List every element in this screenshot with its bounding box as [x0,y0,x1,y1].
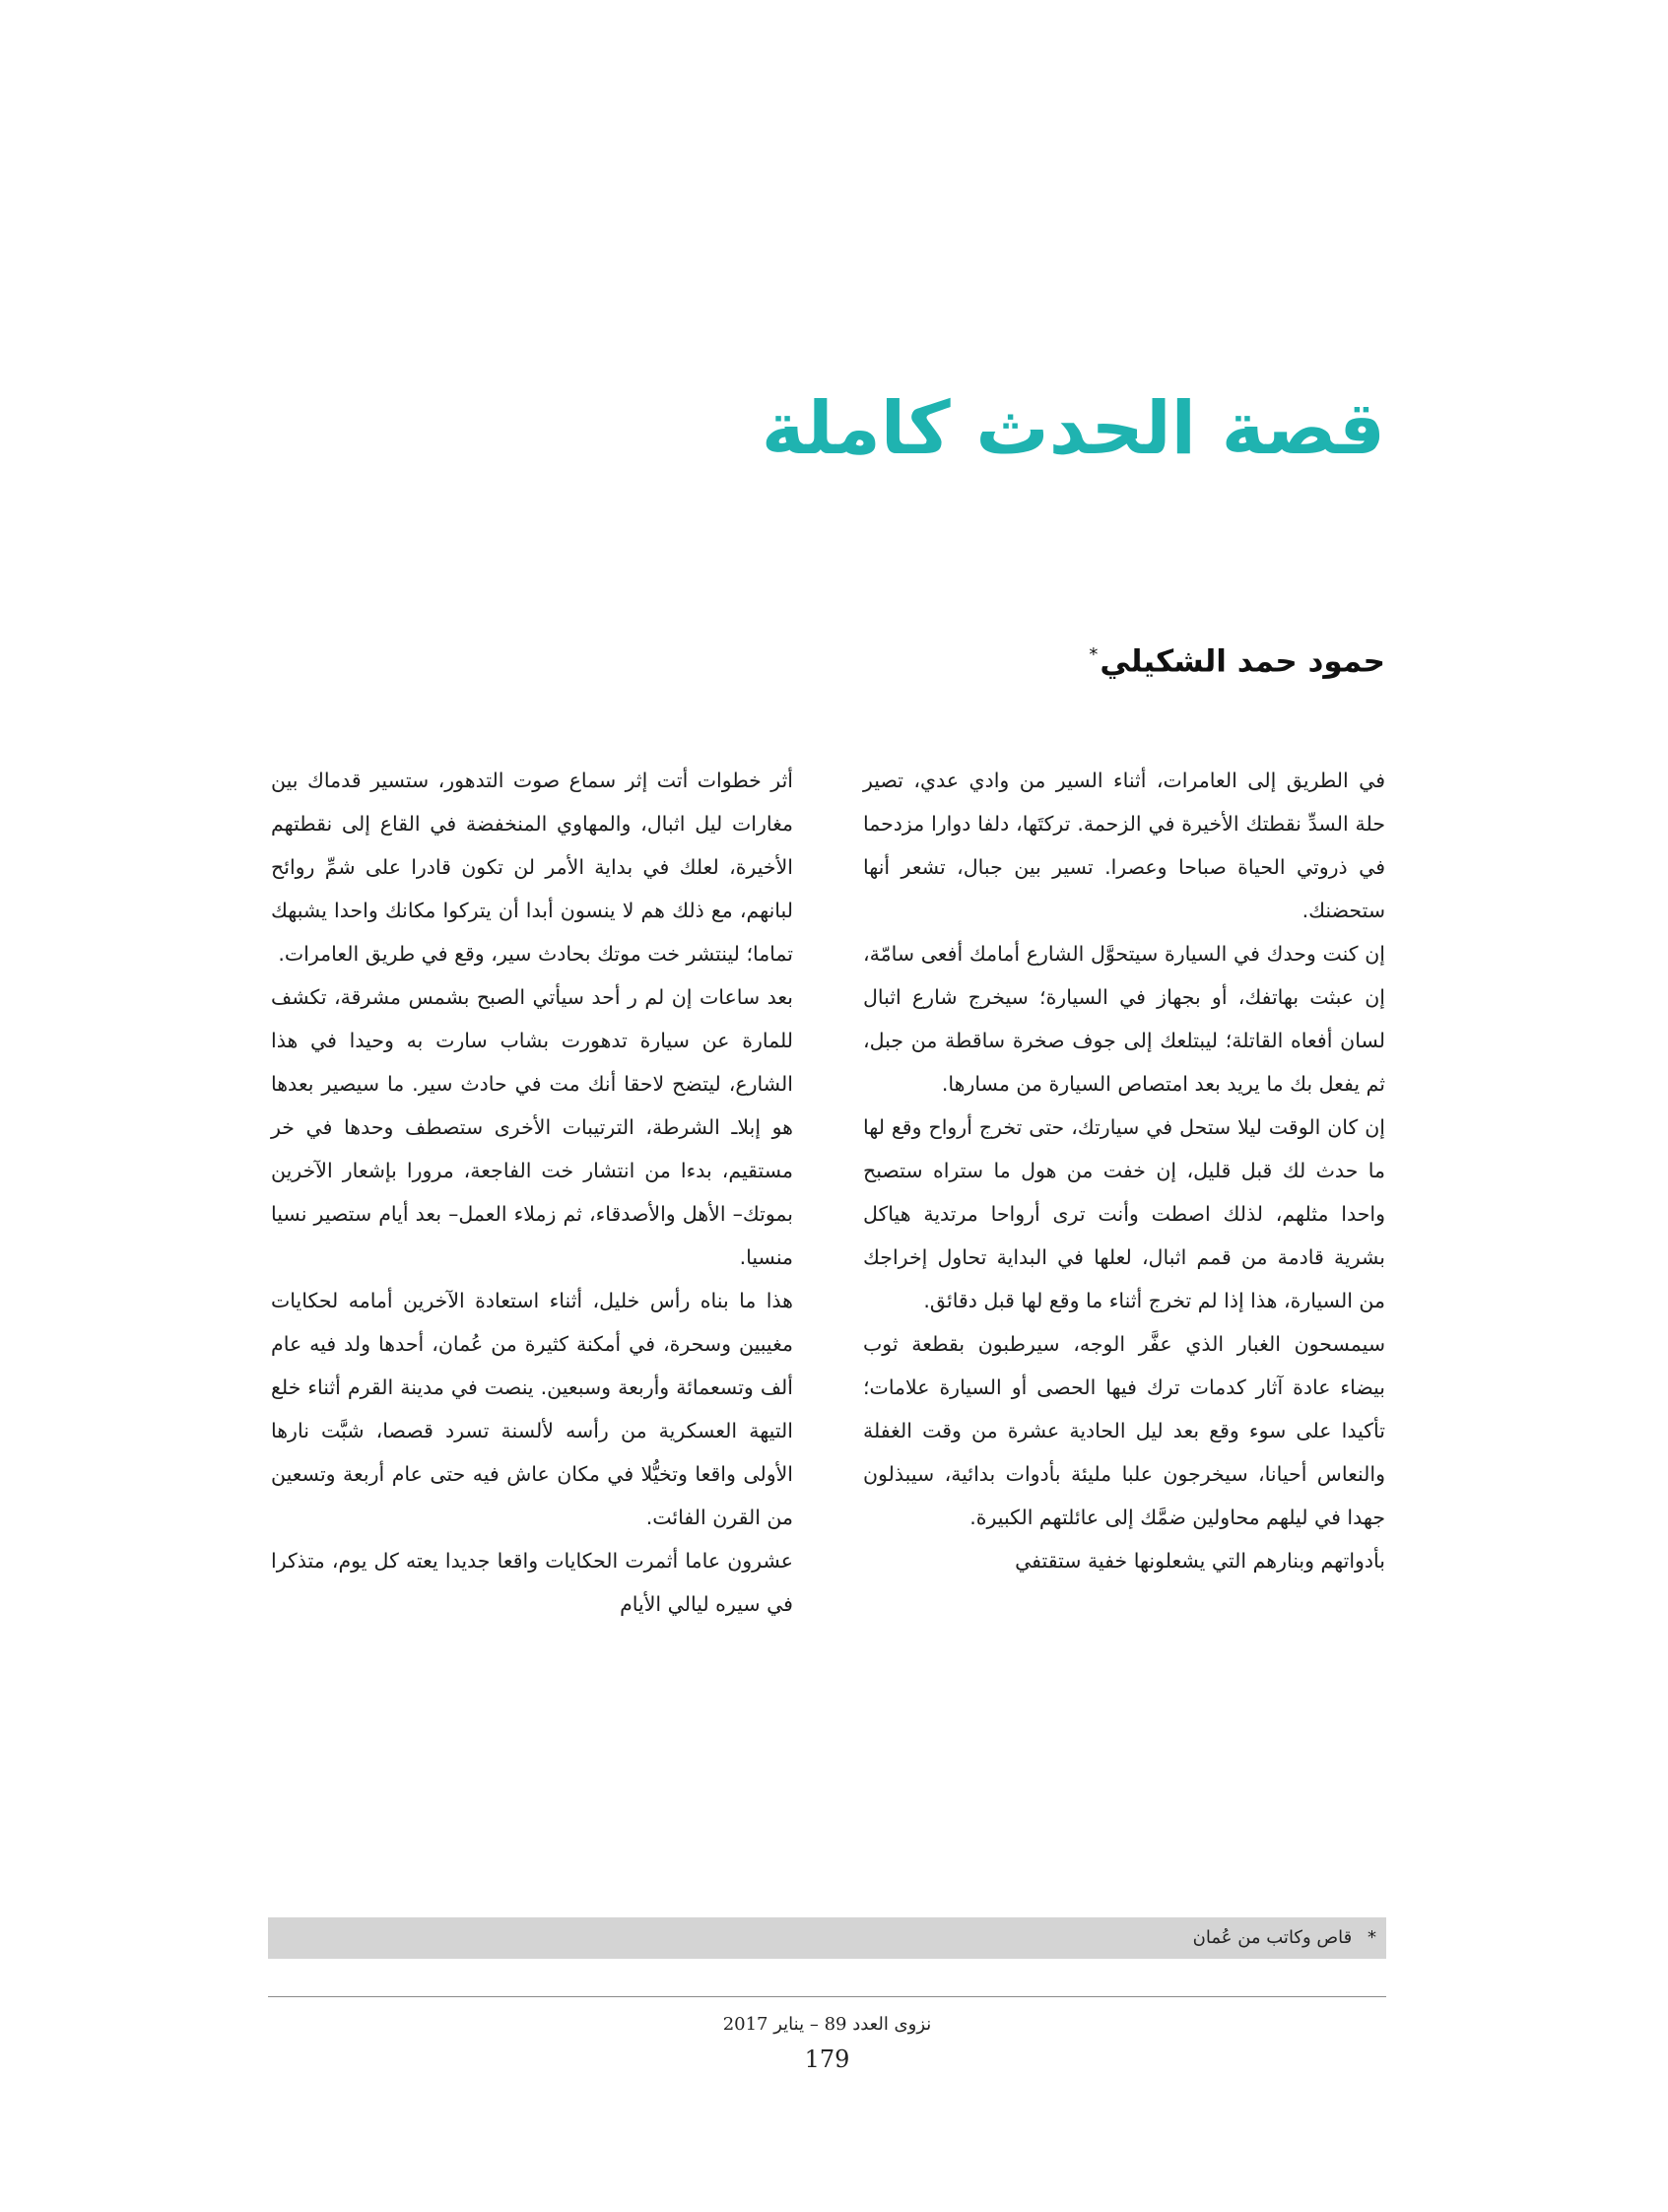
footnote-text: قاص وكاتب من عُمان [1192,1927,1353,1948]
article-title: قصة الحدث كاملة [761,386,1385,471]
paragraph: بعد ساعات إن لم ر أحد سيأتي الصبح بشمس مشرقة، تكشف للمارة عن سيارة تدهورت بشاب سارت به وحيدا في هذا الشارع، ليتضح لاحقا أنك مت في حادث سير. ما سيصير بعدها هو إبلاـ الشرطة، الترتيبات الأخرى ستصطف وحدها في خر مستقيم، بدءا من انتشار خت الفاجعة، مرورا بإشعار الآخرين بموتك– الأهل والأصدقاء، ثم زملاء العمل– بعد أيام ستصير نسيا منسيا. [271,985,793,1269]
author-name [696,631,1385,686]
paragraph: عشرون عاما أثمرت الحكايات واقعا جديدا يعته كل يوم، متذكرا في سيره ليالي الأيام [271,1549,793,1616]
paragraph: بأدواتهم وبنارهم التي يشعلونها خفية ستقتفي [1015,1549,1385,1573]
paragraph: هذا ما بناه رأس خليل، أثناء استعادة الآخرين أمامه لحكايات مغيبين وسحرة، في أمكنة كثيرة من عُمان، أحدها ولد فيه عام ألف وتسعمائة وأربعة وسبعين. ينصت في مدينة القرم أثناء خلع التيهة العسكرية من رأسه لألسنة تسرد قصصا، شبَّت نارها الأولى واقعا وتخيُّلا في مكان عاش فيه حتى عام أربعة وتسعين من القرن الفائت. [271,1289,793,1529]
paragraph: في الطريق إلى العامرات، أثناء السير من وادي عدي، تصير حلة السدِّ نقطتك الأخيرة في الزحمة. تركتَها، دلفا دوارا مزدحما في ذروتي الحياة صباحا وعصرا. تسير بين جبال، تشعر أنها ستحضنك. [863,769,1385,922]
footer-divider [268,1996,1386,1997]
author-footnote-mark: * [1089,644,1099,665]
author-name-text: حمود حمد الشكيلي [1100,643,1385,680]
page-number: 179 [804,2045,850,2073]
author-footnote [268,1917,1386,1959]
paragraph: سيمسحون الغبار الذي عفَّر الوجه، سيرطبون بقطعة ثوب بيضاء عادة آثار كدمات ترك فيها الحصى أو السيارة علامات؛ تأكيدا على سوء وقع بعد ليل الحادية عشرة من وقت الغفلة والنعاس أحيانا، سيخرجون علبا مليئة بأدوات بدائية، سيبذلون جهدا في ليلهم محاولين ضمَّك إلى عائلتهم الكبيرة. [863,1332,1385,1529]
article-column-right [863,759,1385,1582]
paragraph: أثر خطوات أتت إثر سماع صوت التدهور، ستسير قدماك بين مغارات ليل اثبال، والمهاوي المنخفضة في القاع إلى نقطتهم الأخيرة، لعلك في بداية الأمر لن تكون قادرا على شمِّ روائح لبانهم، مع ذلك هم لا ينسون أبدا أن يتركوا مكانك واحدا يشبهك تماما؛ لينتشر خت موتك بحادث سير، وقع في طريق العامرات. [271,769,793,966]
paragraph: إن كان الوقت ليلا ستحل في سيارتك، حتى تخرج أرواح وقع لها ما حدث لك قبل قليل، إن خفت من هول ما ستراه ستصبح واحدا مثلهم، لذلك اصطت وأنت ترى أرواحا مرتدية هياكل بشرية قادمة من قمم اثبال، لعلها في البداية تحاول إخراجك من السيارة، هذا إذا لم تخرج أثناء ما وقع لها قبل دقائق. [863,1115,1385,1312]
paragraph: إن كنت وحدك في السيارة سيتحوَّل الشارع أمامك أفعى سامّة، إن عبثت بهاتفك، أو بجهاز في السيارة؛ سيخرج شارع اثبال لسان أفعاه القاتلة؛ ليبتلعك إلى جوف صخرة ساقطة من جبل، ثم يفعل بك ما يريد بعد امتصاص السيارة من مسارها. [863,942,1385,1096]
issue-label: نزوى العدد 89 – يناير 2017 [722,2014,932,2035]
footnote-mark: * [1368,1927,1376,1948]
article-column-left [271,759,793,1626]
